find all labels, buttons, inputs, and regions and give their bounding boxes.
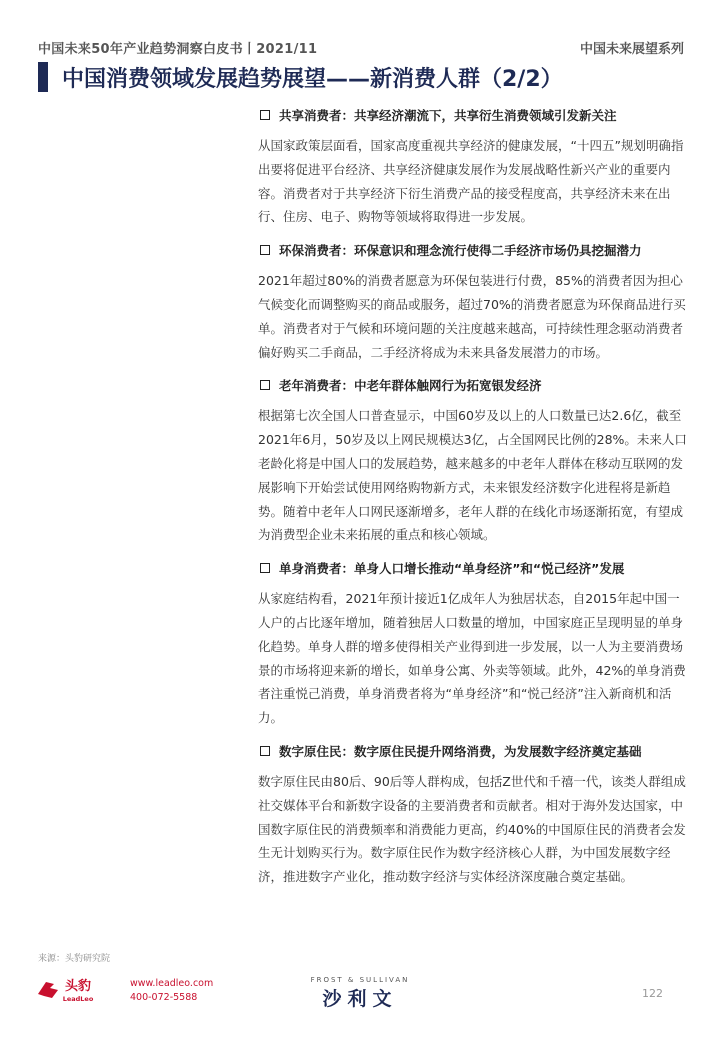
section-heading-text: 单身消费者：单身人口增长推动“单身经济”和“悦己经济”发展 <box>279 561 625 577</box>
section-shared <box>258 104 690 229</box>
checkbox-bullet-icon <box>260 746 270 756</box>
series-name: 中国未来展望系列 <box>579 42 684 57</box>
leadleo-logo-icon <box>36 974 126 1004</box>
section-heading <box>258 557 690 579</box>
section-body: 2021年超过80%的消费者愿意为环保包装进行付费，85%的消费者因为担心气候变化而调整购买的商品或服务，超过70%的消费者愿意为环保商品进行买单。消费者对于气候和环境问题的关注度越来越高，可持续性理念驱动消费者偏好购买二手商品，二手经济将成为未来具备发展潜力的市场。 <box>258 273 686 360</box>
section-heading <box>258 239 690 261</box>
title-row <box>38 62 563 92</box>
section-eco <box>258 239 690 364</box>
section-digital-native <box>258 740 690 889</box>
report-name: 中国未来50年产业趋势洞察白皮书丨2021/11 <box>38 42 318 57</box>
section-heading-text: 老年消费者：中老年群体触网行为拓宽银发经济 <box>279 378 542 394</box>
section-body: 从家庭结构看，2021年预计接近1亿成年人为独居状态，自2015年起中国一人户的占比逐年增加，随着独居人口数量的增加，中国家庭正呈现明显的单身化趋势。单身人群的增多使得相关产业得到进一步发展，以一人为主要消费场景的市场将迎来新的增长，如单身公寓、外卖等领域。此外，42%的单身消费者注重悦己消费，单身消费者将为“单身经济”和“悦己经济”注入新商机和活力。 <box>258 591 686 726</box>
section-single <box>258 557 690 730</box>
svg-text:头豹: 头豹 <box>64 979 92 994</box>
section-heading-text: 共享消费者：共享经济潮流下，共享衍生消费领域引发新关注 <box>279 108 617 123</box>
checkbox-bullet-icon <box>260 245 270 255</box>
page-title: 中国消费领域发展趋势展望——新消费人群（2/2） <box>62 66 563 92</box>
source-note: 来源：头豹研究院 <box>38 954 111 964</box>
section-body: 从国家政策层面看，国家高度重视共享经济的健康发展，“十四五”规划明确指出要将促进平台经济、共享经济健康发展作为发展战略性新兴产业的重要内容。消费者对于共享经济下衍生消费产品的接受程度高，共享经济未来在出行、住房、电子、购物等领域将取得进一步发展。 <box>258 138 684 225</box>
checkbox-bullet-icon <box>260 110 270 120</box>
section-heading <box>258 104 690 126</box>
leadleo-contact <box>130 977 213 1005</box>
page-header <box>0 0 720 60</box>
leadleo-url[interactable]: www.leadleo.com <box>130 978 214 989</box>
section-heading <box>258 374 690 396</box>
fs-chinese-name: 沙利文 <box>322 988 398 1010</box>
section-heading-text: 数字原住民：数字原住民提升网络消费，为发展数字经济奠定基础 <box>279 743 642 759</box>
section-elderly <box>258 374 690 547</box>
section-body: 根据第七次全国人口普查显示，中国60岁及以上的人口数量已达2.6亿，截至2021年6月，50岁及以上网民规模达3亿，占全国网民比例的28%。未来人口老龄化将是中国人口的发展趋势，越来越多的中老年人群体在移动互联网的发展影响下开始尝试使用网络购物新方式，未来银发经济数字化进程将是新趋势。随着中老年人口网民逐渐增多，老年人群的在线化市场逐渐拓宽，有望成为消费型企业未来拓展的重点和核心领域。 <box>258 408 687 543</box>
title-accent-bar <box>38 62 48 92</box>
section-heading-text: 环保消费者：环保意识和理念流行使得二手经济市场仍具挖掘潜力 <box>279 243 642 259</box>
checkbox-bullet-icon <box>260 563 270 573</box>
frost-sullivan-logo <box>300 976 420 1011</box>
checkbox-bullet-icon <box>260 380 270 390</box>
leadleo-phone: 400-072-5588 <box>130 992 198 1003</box>
fs-english-name: FROST & SULLIVAN <box>310 976 410 984</box>
section-body: 数字原住民由80后、90后等人群构成，包括Z世代和千禧一代，该类人群组成社交媒体平台和新数字设备的主要消费者和贡献者。相对于海外发达国家，中国数字原住民的消费频率和消费能力更高，约40%的中国原住民的消费者会发生无计划购买行为。数字原住民作为数字经济核心人群，为中国发展数字经济，推进数字产业化，推动数字经济与实体经济深度融合奠定基础。 <box>258 773 686 885</box>
content-column <box>258 100 690 899</box>
page-number: 122 <box>642 987 663 1000</box>
section-heading <box>258 740 690 762</box>
svg-text:LeadLeo: LeadLeo <box>62 995 94 1003</box>
